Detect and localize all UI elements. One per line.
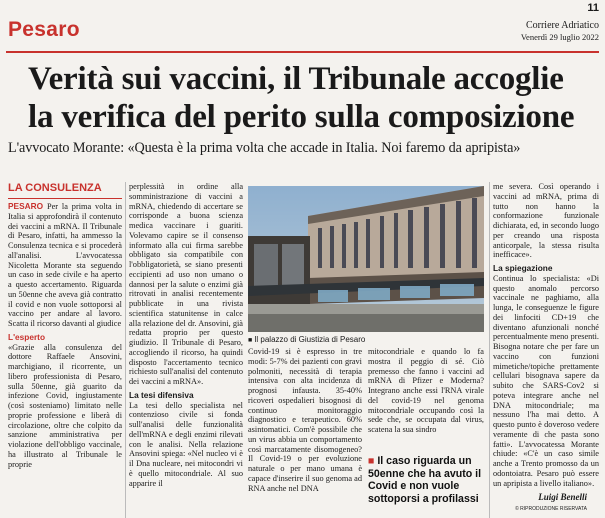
column-5-text: me severa. Così operando i vaccini ad mRNA, prima di tutto non hanno la conformazione funzionale dichiarata, ed, in secondo luogo per creando una risposta anticorpale, la stessa risulta inefficace». — [493, 182, 599, 260]
section-label-rule — [8, 198, 122, 199]
subheadline: L'avvocato Morante: «Questa è la prima volta che accade in Italia. Noi faremo da apripista» — [8, 140, 521, 156]
column-2-subhead: La tesi difensiva — [129, 389, 194, 400]
column-5-subhead: La spiegazione — [493, 263, 553, 273]
article-column-5 — [493, 182, 599, 490]
article-column-3 — [248, 347, 362, 518]
column-3-text: Covid-19 si è espresso in tre modi: 5-7% dei pazienti con gravi polmoniti, necessità di terapia intensiva con alta incidenza di prognosi infausta. 35-40% ricoveri ospedalieri bisognosi di continuo monitoraggio diagnostico e terapeutico. 60% asintomatici. Com'è possibile che un virus abbia un comportamento così marcatamente disomogeneo? Il Covid-19 o per evoluzione naturale o per mano umana è capace d'inserire il suo genoma ad RNA anche nel DNA — [248, 347, 362, 493]
column-1-text-2: «Grazie alla consulenza del dottore Raffaele Ansovini, marchigiano, il ricorrente, un libero professionista di Pesaro, sulla 50enne, già guarito da infezione Covid, ingiustamente (così sosteniamo) limitato nelle proprie professione e liberà di circolazione, oltre che colpito da sanzione amministrativa per violazione dell'obbligo vaccinale, ha illustrato al Tribunale le proprie — [8, 342, 122, 469]
copyright-notice: © RIPRODUZIONE RISERVATA — [515, 506, 587, 512]
article-column-4 — [368, 347, 484, 447]
page-number: 11 — [587, 2, 599, 14]
column-2-text: perplessità in ordine alla somministrazione di vaccini a mRNA, chiedendo di accertare se corrisponde a buona scienza medica vaccinare i guariti. Volevamo capire se il consenso informato alla cui firma sarebbe obbligato sia compatibile con l'obbligatorietà, se siano presenti eccipienti ad uso non umano o dannosi per la salute o enzimi già ritrovati in analisi recentemente pubblicate in una rivista scientifica statunitense in calce alla relazione del dr. Ansovini, già redatta proprio per questo giudizio. Il Tribunale di Pesaro, accogliendo il ricorso, ha quindi disposto l'accertamento tecnico richiesto sull'analisi del contenuto dei vaccini a mRNA». — [129, 182, 243, 386]
column-1-subhead: L'esperto — [8, 331, 46, 342]
courthouse-photo — [248, 186, 484, 332]
article-column-2 — [129, 182, 243, 518]
headline — [28, 60, 598, 136]
courthouse-illustration — [248, 186, 484, 332]
pull-quote-text: Il caso riguarda un 50enne che ha avuto il Covid e non vuole sottoporsi a profilassi — [368, 455, 482, 505]
column-1-text: Per la prima volta in Italia si approfondirà il contenuto dei vaccini a mRNA. Il Tribunale di Pesaro, infatti, ha ammesso la Consulenza tecnica e si procederà all'analisi. L'avvocatessa Nicoletta Morante sta seguendo un caso in sede civile e ha aperto a questo accertamento. Riguarda un 50enne che aveva già contratto il covid e non vuole sottoporsi al vaccino per andare al lavoro. Scatta il ricorso davanti al giudice — [8, 202, 122, 328]
photo-caption — [248, 335, 484, 344]
publication-name: Corriere Adriatico — [525, 20, 599, 31]
header-divider — [6, 51, 599, 53]
article-column-1 — [8, 202, 122, 518]
headline-line-1: Verità sui vaccini, il Tribunale accoglie — [28, 61, 564, 97]
column-2-text-2: La tesi dello specialista nel contenzioso civile si fonda sull'analisi delle funzionalità dell'mRNA e degli enzimi rilevati con le analisi. Nella relazione Ansovini spiega: «Nel nucleo vi è il Dna nucleare, nei mitocondri vi è quello mitocondriale. Al suo apparire il — [129, 400, 243, 488]
column-divider — [125, 182, 126, 518]
section-title: Pesaro — [8, 18, 80, 41]
column-5-text-2: Continua lo specialista: «Di questo anomalo percorso vaccinale ne paghiamo, alla lunga, le conseguenze le figure dei linfociti CD+19 che diventano afunzionali nonché percentualmente meno presenti. Bisogna notare che per fare un vaccino con funzioni mimetiche/topiche prettamente cellulari bisognava sapere da subito che SARS-Cov2 si poteva integrare anche nel DNA mitocondriale; ma nessuno l'ha mai detto. A questo punto è doveroso vedere veramente di che pasta sono fatti». L'avvocatessa Morante chiude: «C'è un caso simile anche a Trento promosso da un odontoiatra. Pesaro può essere un apripista a livello italiano». — [493, 273, 599, 488]
caption-marker: ■ — [248, 337, 255, 344]
publication-date: Venerdì 29 luglio 2022 — [520, 32, 599, 42]
quote-marker: ■ — [368, 455, 378, 467]
caption-text: Il palazzo di Giustizia di Pesaro — [254, 335, 366, 344]
column-divider — [489, 182, 490, 518]
author-byline: Luigi Benelli — [538, 492, 587, 502]
headline-line-2: la verifica del perito sulla composizione — [28, 99, 575, 135]
pull-quote — [368, 455, 488, 505]
section-label: LA CONSULENZA — [8, 182, 102, 194]
column-4-text: mitocondriale e quando lo fa mostra il peggio di sé. Ciò premesso che fanno i vaccini ad mRNA di Pfizer e Moderna? Integrano anche essi l'RNA virale del covid-19 nel genoma mitocondriale occupando così la sede che, se occupata dal virus, scatena la sua sindro — [368, 347, 484, 434]
dateline: PESARO — [8, 202, 44, 211]
